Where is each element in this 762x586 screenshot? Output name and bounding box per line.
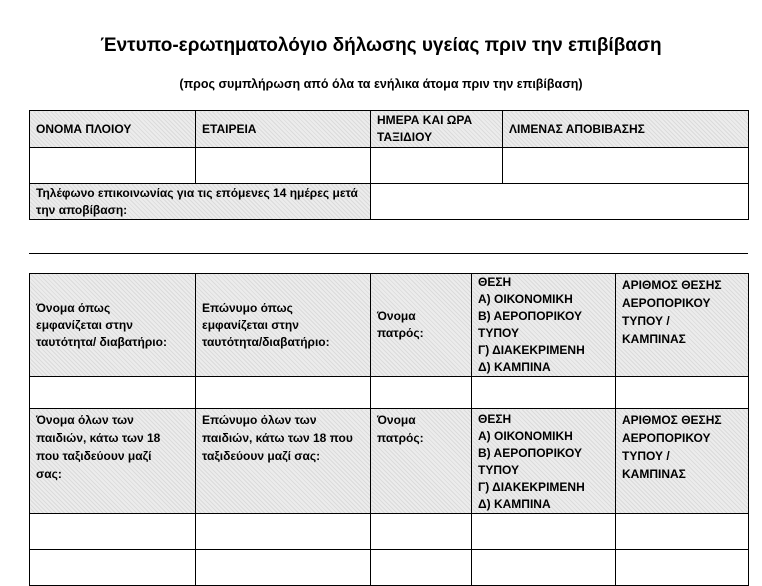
- contact-phone-field[interactable]: [371, 184, 749, 220]
- seat-option-airline: Β) ΑΕΡΟΠΟΡΙΚΟΥ ΤΥΠΟΥ: [478, 309, 583, 340]
- seat-option-economy: Α) ΟΙΚΟΝΟΜΙΚΗ: [478, 292, 573, 306]
- trip-datetime-label: ΗΜΕΡΑ ΚΑΙ ΩΡΑ ΤΑΞΙΔΙΟΥ: [371, 111, 503, 148]
- child-seat-field[interactable]: [472, 514, 616, 550]
- adult-first-name-field[interactable]: [30, 377, 196, 409]
- children-seat-number-label: ΑΡΙΘΜΟΣ ΘΕΣΗΣ ΑΕΡΟΠΟΡΙΚΟΥ ΤΥΠΟΥ / ΚΑΜΠΙΝΑΣ: [616, 409, 749, 514]
- contact-phone-label: Τηλέφωνο επικοινωνίας για τις επόμενες 14 ημέρες μετά την αποβίβαση:: [30, 184, 371, 220]
- child-first-name-field[interactable]: [30, 514, 196, 550]
- adult-last-name-field[interactable]: [196, 377, 371, 409]
- seat-option-premium: Γ) ΔΙΑΚΕΚΡΙΜΕΝΗ: [478, 480, 585, 494]
- form-subtitle: (προς συμπλήρωση από όλα τα ενήλικα άτομα πριν την επιβίβαση): [179, 77, 583, 91]
- adult-seat-label: [472, 274, 616, 377]
- seat-option-premium: Γ) ΔΙΑΚΕΚΡΙΜΕΝΗ: [478, 343, 585, 357]
- company-label: ΕΤΑΙΡΕΙΑ: [196, 111, 371, 148]
- section-divider: [29, 253, 748, 254]
- adult-seat-number-label: ΑΡΙΘΜΟΣ ΘΕΣΗΣ ΑΕΡΟΠΟΡΙΚΟΥ ΤΥΠΟΥ / ΚΑΜΠΙΝΑΣ: [616, 274, 749, 377]
- company-field[interactable]: [196, 148, 371, 184]
- child-first-name-field[interactable]: [30, 550, 196, 586]
- child-father-name-field[interactable]: [371, 550, 472, 586]
- children-first-name-label: Όνομα όλων των παιδιών, κάτω των 18 που ταξιδεύουν μαζί σας:: [30, 409, 196, 514]
- children-father-name-label: Όνομα πατρός:: [371, 409, 472, 514]
- adult-seat-field[interactable]: [472, 377, 616, 409]
- adult-seat-number-field[interactable]: [616, 377, 749, 409]
- trip-info-table: [29, 110, 749, 220]
- seat-title: ΘΕΣΗ: [478, 275, 512, 289]
- child-seat-field[interactable]: [472, 550, 616, 586]
- adult-first-name-label: Όνομα όπως εμφανίζεται στην ταυτότητα/ διαβατήριο:: [30, 274, 196, 377]
- passenger-table: [29, 273, 749, 586]
- seat-option-cabin: Δ) ΚΑΜΠΙΝΑ: [478, 497, 551, 511]
- disembarkation-port-field[interactable]: [503, 148, 749, 184]
- seat-title: ΘΕΣΗ: [478, 412, 512, 426]
- child-last-name-field[interactable]: [196, 514, 371, 550]
- adult-father-name-label: Όνομα πατρός:: [371, 274, 472, 377]
- children-last-name-label: Επώνυμο όλων των παιδιών, κάτω των 18 που ταξιδεύουν μαζί σας:: [196, 409, 371, 514]
- child-father-name-field[interactable]: [371, 514, 472, 550]
- child-seat-number-field[interactable]: [616, 514, 749, 550]
- adult-last-name-label: Επώνυμο όπως εμφανίζεται στην ταυτότητα/διαβατήριο:: [196, 274, 371, 377]
- ship-name-label: ΟΝΟΜΑ ΠΛΟΙΟΥ: [30, 111, 196, 148]
- seat-option-airline: Β) ΑΕΡΟΠΟΡΙΚΟΥ ΤΥΠΟΥ: [478, 446, 583, 477]
- seat-option-economy: Α) ΟΙΚΟΝΟΜΙΚΗ: [478, 429, 573, 443]
- children-seat-label: [472, 409, 616, 514]
- form-title: Έντυπο-ερωτηματολόγιο δήλωσης υγείας πριν την επιβίβαση: [100, 35, 662, 56]
- trip-datetime-field[interactable]: [371, 148, 503, 184]
- seat-option-cabin: Δ) ΚΑΜΠΙΝΑ: [478, 360, 551, 374]
- adult-father-name-field[interactable]: [371, 377, 472, 409]
- child-last-name-field[interactable]: [196, 550, 371, 586]
- disembarkation-port-label: ΛΙΜΕΝΑΣ ΑΠΟΒΙΒΑΣΗΣ: [503, 111, 749, 148]
- ship-name-field[interactable]: [30, 148, 196, 184]
- child-seat-number-field[interactable]: [616, 550, 749, 586]
